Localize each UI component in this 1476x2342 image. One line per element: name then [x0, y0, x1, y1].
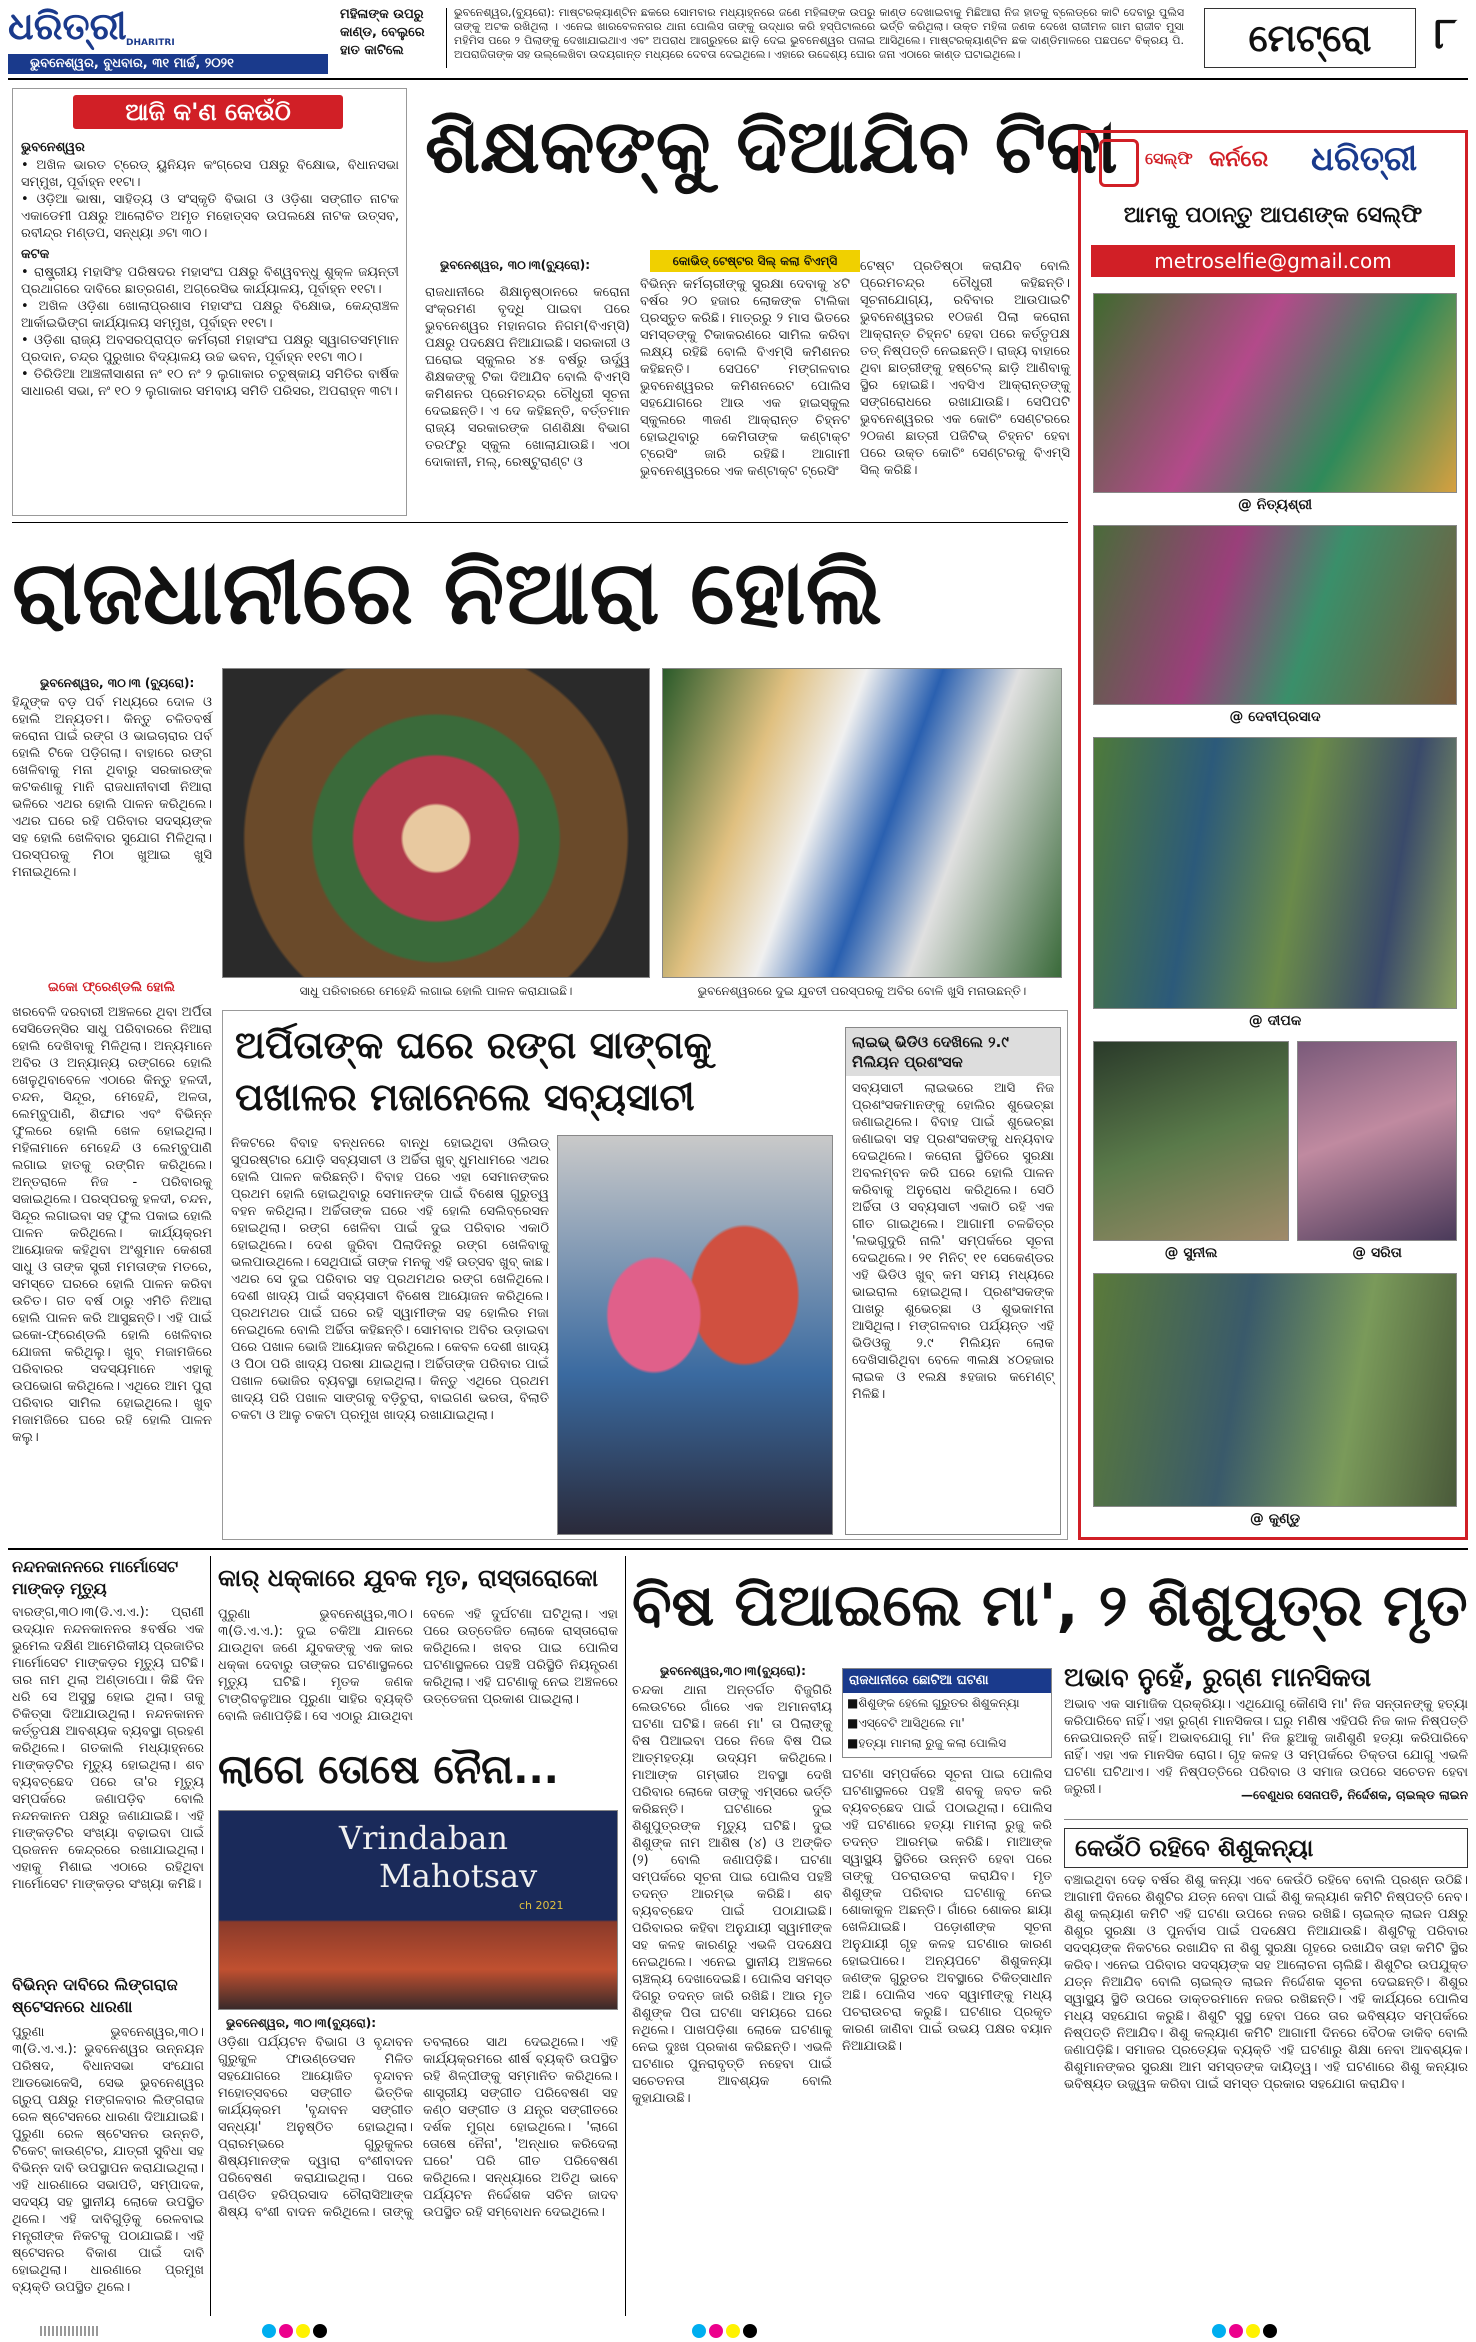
events-city-2: କଟକ	[21, 247, 50, 262]
teacher-headline[interactable]: ଶିକ୍ଷକଙ୍କୁ ଦିଆଯିବ ଟିକା	[425, 104, 1118, 190]
poverty-box	[1064, 1660, 1468, 1820]
naina-photo	[218, 1810, 618, 2010]
events-title: ଆଜି କ'ଣ କେଉଁଠି	[73, 95, 343, 129]
nandankanan-headline[interactable]: ନନ୍ଦନକାନନରେ ମାର୍ମୋସେଟ ମାଙ୍କଡ଼ ମୃତ୍ୟୁ	[12, 1557, 179, 1598]
color-marks	[692, 2323, 760, 2342]
section-title: ମେଟ୍ରୋ	[1248, 16, 1372, 60]
poverty-body: ଅଭାବ ଏକ ସାମାଜିକ ପ୍ରକ୍ରିୟା। ଏଥିଯୋଗୁ କୌଣସି ମା' ନିଜ ସନ୍ତାନଙ୍କୁ ହତ୍ୟା କରିପାରିବେ ନାହିଁ। ଏହା ରୁଗ୍ଣ ମାନସିକତା। ଘରୁ ମଣିଷ ଏହିପରି ନିଜ କାଳ ନିଷ୍ପତ୍ତି ନେଇପାରନ୍ତି ନାହିଁ। ଅଭାବଯୋଗୁ ମା' ନିଜ ଛୁଆକୁ ଜାଣିଶୁଣି ହତ୍ୟା କରିପାରିବେ ନାହିଁ। ଏହା ଏକ ମାନସିକ ରୋଗ। ଗୃହ କଳହ ଓ ସମ୍ପର୍କରେ ତିକ୍ତତା ଯୋଗୁ ଏଭଳି ଘଟଣା ଘଟିଥାଏ। ଏହି ନିଷ୍ପତ୍ତିରେ ପରିବାର ଓ ସମାଜ ଉପରେ ସଚେତନ ହେବା ଜରୁରୀ।	[1064, 1697, 1468, 1797]
selfie-photo-2	[1093, 525, 1457, 705]
selfie-corner	[1078, 130, 1468, 1540]
selfie-caption: @ ସରିତା	[1352, 1245, 1402, 1261]
section-box	[1204, 8, 1416, 68]
selfie-photo-5	[1297, 1041, 1457, 1241]
naina-headline[interactable]: ଲାଗେ ତୋଷେ ନୈନା...	[218, 1747, 559, 1793]
event-item: • ଓଡ଼ିଆ ଭାଷା, ସାହିତ୍ୟ ଓ ସଂସ୍କୃତି ବିଭାଗ ଓ ଓଡ଼ିଶା ସଙ୍ଗୀତ ନାଟକ ଏକାଡେମୀ ପକ୍ଷରୁ ଆଲୋଚିତ ଅମୃତ ମହୋତ୍ସବ ଉପଲକ୍ଷେ ନାଟକ ଉତ୍ସବ, ରବୀନ୍ଦ୍ର ମଣ୍ଡପ, ସନ୍ଧ୍ୟା ୬ଟା ୩୦।	[21, 192, 399, 241]
teacher-col-1: ରାଜଧାନୀରେ ଶିକ୍ଷାନୁଷ୍ଠାନରେ କରୋନା ସଂକ୍ରମଣ ବୃଦ୍ଧି ପାଇବା ପରେ ଭୁବନେଶ୍ୱର ମହାନଗର ନିଗମ(ବିଏମ୍‌ସି) ପକ୍ଷରୁ ପଦକ୍ଷେପ ନିଆଯାଇଛି। ସରକାରୀ ଓ ଘରୋଇ ସ୍କୁଲର ୪୫ ବର୍ଷରୁ ଊର୍ଦ୍ଧ୍ୱ ଶିକ୍ଷକଙ୍କୁ ଟିକା ଦିଆଯିବ ବୋଲି ବିଏମ୍‌ସି କମିଶନର ପ୍ରେମଚନ୍ଦ୍ର ଚୌଧୁରୀ ସୂଚନା ଦେଇଛନ୍ତି। ଏ ଦେ କହିଛନ୍ତି, ବର୍ତ୍ତମାନ ରାଜ୍ୟ ସରକାରଙ୍କ ଗଣଶିକ୍ଷା ବିଭାଗ ତରଫରୁ ସ୍କୁଲ ଖୋଲାଯାଉଛି। ଏଠା ଦୋକାନୀ, ମଲ୍, ରେଷ୍ଟୁରାଣ୍ଟ ଓ	[425, 285, 630, 470]
teacher-col-3: ଟେଷ୍ଟ ପ୍ରତିଷ୍ଠା କରାଯିବ ବୋଲି ପ୍ରେମଚନ୍ଦ୍ର ଚୌଧୁରୀ କହିଛନ୍ତି। ସୂଚନାଯୋଗ୍ୟ, ରବିବାର ଆଉପାଇଟି ଭୁବନେଶ୍ୱରର ୧୦ଜଣ ପିଲା କରୋନା ଆକ୍ରାନ୍ତ ଚିହ୍ନଟ ହେବା ପରେ କର୍ତ୍ତୃପକ୍ଷ ତତ୍ ନିଷ୍ପତ୍ତି ନେଇଛନ୍ତି। ରାଜ୍ୟ ବାହାରେ ଥିବା ଛାତ୍ରୀଙ୍କୁ ହଷ୍ଟେଲ୍ ଛାଡ଼ି ଆଣିବାକୁ ସ୍ଥିର ହୋଇଛି। ଏବସିଏ ଆକ୍ରାନ୍ତଙ୍କୁ ସଙ୍ଗରୋଧରେ ରଖାଯାଉଛି। ସେପିପଟି ଭୁବନେଶ୍ୱରର ଏକ କୋଚିଂ ସେଣ୍ଟରରେ ୨୦ଜଣ ଛାତ୍ରୀ ପଜିଟିଭ୍ ଚିହ୍ନଟ ହେବା ପରେ ଉକ୍ତ କୋଚିଂ ସେଣ୍ଟରକୁ ବିଏମ୍‌ସି ସିଲ୍ କରିଛି।	[860, 259, 1070, 478]
registration-bar	[40, 2326, 100, 2336]
masthead	[8, 4, 1468, 76]
selfie-big: ଧରିତ୍ରୀ	[1311, 139, 1418, 179]
teaser-divider	[446, 8, 447, 68]
col-divider	[210, 1556, 211, 2316]
poison-box-title: ରାଜଧାନୀରେ ଛୋଟିଆ ଘଟଣା	[843, 1669, 1051, 1693]
poison-headline[interactable]: ବିଷ ପିଆଇଲେ ମା', ୨ ଶିଶୁପୁତ୍ର ମୃତ	[632, 1571, 1468, 1639]
selfie-photo-6	[1093, 1273, 1457, 1507]
logo-text: ଧରିତ୍ରୀ	[8, 3, 127, 48]
events-list	[21, 139, 399, 400]
selfie-caption: @ ନିତ୍ୟଶ୍ରୀ	[1237, 497, 1313, 513]
selfie-tagline: ଆମକୁ ପଠାନ୍ତୁ ଆପଣଙ୍କ ସେଲ୍ଫି	[1123, 203, 1423, 228]
selfie-photo-1	[1093, 293, 1457, 493]
phone-icon	[1099, 139, 1139, 187]
live-box	[845, 1027, 1061, 1535]
teaser-body: ଭୁବନେଶ୍ୱର,(ବ୍ୟୁରୋ): ମାଷ୍ଟରକ୍ୟାଣ୍ଟିନ ଛକରେ ସୋମବାର ମଧ୍ୟାହ୍ନରେ ଜଣେ ମହିଳାଙ୍କ ଉପରୁ କାଣ୍ଡ ଦେଖାଇବାକୁ ମିଛିଆରା ନିଜ ହାତକୁ ବ୍ଲେଡ୍‌ରେ କାଟି ଦେବାରୁ ପୁଲିସ ତାଙ୍କୁ ଅଟକ ରଖିଥିଲା । ଏନେଇ ଖାରବେଳନଗର ଥାନା ପୋଲିସ ତାଙ୍କୁ ଉଦ୍ଧାର କରି ହସ୍ପିଟାଲରେ ଭର୍ତ୍ତି କରିଥିଲା। ଉକ୍ତ ମହିଳା ଜଣକ ଦେଖେ ରାଜୀମଳ ଗାମ ରାଜୀବ ମୁସା ମହିମିସ ପରେ ୨ ପିଲାଙ୍କୁ ଦେଖାଯାଇଥାଏ ଏବଂ ଅପରାଧ ଆଗ୍ରୁହରେ ଛାଡ଼ି ଦେଇ ଭୁବନେଶ୍ୱର ପଳାଇ ଆସିଥିଲେ। ମାଷ୍ଟରକ୍ୟାଣ୍ଟିନ ଛକ ଦାଣ୍ଡିମାଳରେ ପଛପଟେ ବିକ୍ରୟ ପି. ଅପରାଜିତାଙ୍କ ସହ ଉଲ୍ଲେଖିବା ଉଦୟଗାନ୍ତ ମଧ୍ୟରେ ଦେବତା ଦେଇଥିଲେ। ଏହାରେ ଉଦ୍ଦେଶ୍ୟ ଘୋର ଜନା ଏଠାରେ କାଣ୍ଡ ଘଟାଇଥିଲେ।	[454, 6, 1184, 61]
live-box-title: ଲାଇଭ୍ ଭିଡିଓ ଦେଖିଲେ ୨.୯ ମିଲିୟନ ପ୍ରଶଂସକ	[846, 1028, 1060, 1076]
selfie-caption: @ ଦେବୀପ୍ରସାଦ	[1229, 709, 1321, 725]
banner-line-1: Vrindaban	[339, 1819, 508, 1857]
holi-dateline: ଭୁବନେଶ୍ୱର, ୩୦।୩ (ବ୍ୟୁରୋ):	[40, 676, 195, 690]
arpita-box	[222, 1010, 1068, 1540]
live-box-body: ସବ୍ୟସାଚୀ ଲାଇଭରେ ଆସି ନିଜ ପ୍ରଶଂସକମାନଙ୍କୁ ହୋଲିର ଶୁଭେଚ୍ଛା ଜଣାଇଥିଲେ। ବିବାହ ପାଇଁ ଶୁଭେଚ୍ଛା ଜଣାଇବା ସହ ପ୍ରଶଂସକଙ୍କୁ ଧନ୍ୟବାଦ ଦେଇଥିଲେ। କରୋନା ସ୍ଥିତିରେ ସୁରକ୍ଷା ଅବଲମ୍ବନ କରି ଘରେ ହୋଲି ପାଳନ କରିବାକୁ ଅନୁରୋଧ କରିଥିଲେ। ସେଠି ଅର୍ଚ୍ଚିତା ଓ ସବ୍ୟସାଚୀ ଏକାଠି ରହି ଏକ ଗୀତ ଗାଇଥିଲେ। ଆଗାମୀ ଚଳଚ୍ଚିତ୍ର 'ଲଭଗୁଦୁରି ନାଲି' ସମ୍ପର୍କରେ ସୂଚନା ଦେଇଥିଲେ। ୨୧ ମିନିଟ୍ ୧୧ ସେକେଣ୍ଡର ଏହି ଭିଡିଓ ଖୁବ୍ କମ ସମୟ ମଧ୍ୟରେ ଭାଇରାଲ ହୋଇଥିଲା। ପ୍ରଶଂସକଙ୍କ ପାଖରୁ ଶୁଭେଚ୍ଛା ଓ ଶୁଭକାମନା ଆସିଥିଲା। ମଙ୍ଗଳବାର ପର୍ଯ୍ୟନ୍ତ ଏହି ଭିଡିଓକୁ ୨.୯ ମିଲିୟନ ଲୋକ ଦେଖିସାରିଥିବା ବେଳେ ୩ଲକ୍ଷ ୪୦ହଜାର ଲାଇକ ଓ ୧ଲକ୍ଷ ୫ହଜାର କମେଣ୍ଟ୍ ମିଳିଛି।	[852, 1081, 1054, 1402]
naina-dateline: ଭୁବନେଶ୍ୱର, ୩୦।୩(ବ୍ୟୁରୋ):	[226, 2016, 377, 2030]
selfie-mid: କର୍ନରେ	[1209, 147, 1269, 172]
color-marks	[262, 2323, 330, 2342]
selfie-caption: @ ସୁନୀଲ	[1164, 1245, 1218, 1261]
accident-headline[interactable]: କାର୍ ଧକ୍କାରେ ଯୁବକ ମୃତ, ରାସ୍ତାରୋକୋ	[218, 1564, 599, 1592]
holi-caption-1: ସାଧୁ ପରିବାରରେ ମେହେନ୍ଦି ଲଗାଇ ହୋଲି ପାଳନ କରାଯାଇଛି।	[299, 984, 573, 998]
poison-dateline: ଭୁବନେଶ୍ୱର,୩୦।୩(ବ୍ୟୁରୋ):	[660, 1664, 806, 1678]
poison-box-item: ■ଶିଶୁଙ୍କ ହେଲେ ଗୁରୁତର ଶିଶୁକନ୍ୟା	[847, 1696, 1020, 1710]
accident-body: ପୁରୁଣା ଭୁବନେଶ୍ୱର,୩୦।୩(ଡି.ଏ.ଏ.): ଦୁଇ ଚକିଆ ଯାନରେ ଯାଉଥିବା ଜଣେ ଯୁବକଙ୍କୁ ଏକ କାର ଧକ୍କା ଦେବାରୁ ତାଙ୍କର ଘଟଣାସ୍ଥଳରେ ମୃତ୍ୟୁ ଘଟିଛି। ମୃତକ ଜଣକ ଟାଙ୍ଗିବଳୁଆର ପୂରୁଣା ସାହିର ବ୍ୟକ୍ତି ବୋଲି ଜଣାପଡ଼ିଛି। ସେ ଏଠାରୁ ଯାଉଥିବା ବେଳେ ଏହି ଦୁର୍ଘଟଣା ଘଟିଥିଲା। ଏହା ପରେ ଉତ୍ତେଜିତ ଲୋକେ ରାସ୍ତାରୋକ କରିଥିଲେ। ଖବର ପାଇ ପୋଲିସ ଘଟଣାସ୍ଥଳରେ ପହଞ୍ଚି ପରିସ୍ଥିତି ନିୟନ୍ତ୍ରଣ କରିଥିଲା। ଏହି ଘଟଣାକୁ ନେଇ ଅଞ୍ଚଳରେ ଉତ୍ତେଜନା ପ୍ରକାଶ ପାଇଥିଲା।	[218, 1607, 618, 1724]
poison-body: ଚନ୍ଦକା ଥାନା ଅନ୍ତର୍ଗତ ବିଜୁଗିରି ଲେଉଟରେ ଗାଁରେ ଏକ ଅମାନବୀୟ ଘଟଣା ଘଟିଛି। ଜଣେ ମା' ତା ପିଲାଙ୍କୁ ବିଷ ପିଆଇବା ପରେ ନିଜେ ବିଷ ପିଇ ଆତ୍ମହତ୍ୟା ଉଦ୍ୟମ କରିଥିଲେ। ମାଆଙ୍କ ଗମ୍ଭୀର ଅବସ୍ଥା ଦେଖି ପରିବାର ଲୋକେ ତାଙ୍କୁ ଏମ୍ସରେ ଭର୍ତ୍ତି କରିଛନ୍ତି। ଘଟଣାରେ ଦୁଇ ଶିଶୁପୁତ୍ରଙ୍କ ମୃତ୍ୟୁ ଘଟିଛି। ଦୁଇ ଶିଶୁଙ୍କ ନାମ ଆଶିଷ (୪) ଓ ଅଙ୍କିତ (୨) ବୋଲି ଜଣାପଡ଼ିଛି। ଘଟଣା ସମ୍ପର୍କରେ ସୂଚନା ପାଇ ପୋଲିସ ପହଞ୍ଚି ତଦନ୍ତ ଆରମ୍ଭ କରିଛି। ଶବ ବ୍ୟବଚ୍ଛେଦ ପାଇଁ ପଠାଯାଇଛି। ପରିବାରର କହିବା ଅନୁଯାୟୀ ସ୍ୱାମୀଙ୍କ ସହ କଳହ କାରଣରୁ ଏଭଳି ପଦକ୍ଷେପ ନେଇଥିଲେ। ଏନେଇ ସ୍ଥାନୀୟ ଅଞ୍ଚଳରେ ଚାଞ୍ଚଲ୍ୟ ଦେଖାଦେଇଛି। ପୋଲିସ ସମସ୍ତ ଦିଗରୁ ତଦନ୍ତ ଜାରି ରଖିଛି। ଆଉ ମୃତ ଶିଶୁଙ୍କ ପିତା ଘଟଣା ସମୟରେ ଘରେ ନଥିଲେ। ପାଖପଡ଼ିଶା ଲୋକେ ଘଟଣାକୁ ନେଇ ଦୁଃଖ ପ୍ରକାଶ କରିଛନ୍ତି। ଏଭଳି ଘଟଣାର ପୁନରାବୃତ୍ତି ନହେବା ପାଇଁ ସଚେତନତା ଆବଶ୍ୟକ ବୋଲି କୁହାଯାଉଛି।	[632, 1683, 832, 2106]
selfie-caption: @ କୁଣ୍ଡୁ	[1249, 1511, 1301, 1527]
arpita-headline-1[interactable]: ଅର୍ପିତାଙ୍କ ଘରେ ରଙ୍ଗ ସାଙ୍ଗକୁ	[235, 1023, 712, 1067]
event-item: • ତିରିଡିଆ ଆଞ୍ଚଳୀସାଶନା ନଂ ୧୦ ନଂ ୨ ଲୁଗାକାର ଚତୁଷ୍କାୟ ସମିତିର ବାର୍ଷିକ ସାଧାରଣ ସଭା, ନଂ ୧୦ ୨ ଲୁଗାକାର ସମବାୟ ସମିତି ପରିସର, ଅପରାହ୍ନ ୩ଟା।	[21, 367, 399, 399]
selfie-email[interactable]: metroselfie@gmail.com	[1091, 245, 1455, 277]
teacher-col-2: ବିଭିନ୍ନ କର୍ମଚାରୀଙ୍କୁ ସୁରକ୍ଷା ଦେବାକୁ ୪ଟି ବର୍ଷର ୨୦ ହଜାର ଲୋକଙ୍କ ଟାଲିକା ପ୍ରସ୍ତୁତ କରିଛି। ମାତ୍ରରୁ ୨ ମାସ ଭିତରେ ସମସ୍ତଙ୍କୁ ଟିକାକରଣରେ ସାମିଲ କରିବା ଲକ୍ଷ୍ୟ ରହିଛି ବୋଲି ବିଏମ୍‌ସି କମିଶନର କହିଛନ୍ତି। ସେପଟେ ମଙ୍ଗଳବାର ଭୁବନେଶ୍ୱରର କମିଶନରେଟ ପୋଲିସ ସହଯୋଗରେ ଆଉ ଏକ ହାଇସ୍କୁଲ ସ୍କୁଲରେ ୩ଜଣ ଆକ୍ରାନ୍ତ ଚିହ୍ନଟ ହୋଇଥିବାରୁ କେମିତାଙ୍କ କଣ୍ଟାକ୍ଟ ଟ୍ରେସିଂ ଜାରି ରହିଛି। ଆଗାମୀ ଭୁବନେଶ୍ୱରରେ ଏକ କଣ୍ଟାକ୍ଟ ଟ୍ରେସିଂ	[640, 277, 850, 479]
teacher-subhead: କୋଭିଡ୍ ଟେଷ୍ଟର ସିଲ୍ କଲା ବିଏମ୍‌ସି	[650, 250, 860, 272]
masthead-rule	[8, 78, 1468, 80]
holi-caption-2: ଭୁବନେଶ୍ୱରରେ ଦୁଇ ଯୁବତୀ ପରସ୍ପରକୁ ଅବିର ବୋଳି ଖୁସି ମନାଉଛନ୍ତି।	[697, 984, 1027, 998]
poverty-headline[interactable]: ଅଭାବ ନୁହେଁ, ରୁଗ୍ଣ ମାନସିକତା	[1064, 1663, 1372, 1693]
poison-body-2: ଘଟଣା ସମ୍ପର୍କରେ ସୂଚନା ପାଇ ପୋଲିସ ଘଟଣାସ୍ଥଳରେ ପହଞ୍ଚି ଶବକୁ ଜବତ କରି ବ୍ୟବଚ୍ଛେଦ ପାଇଁ ପଠାଇଥିଲା। ପୋଲିସ ଏହି ଘଟଣାରେ ହତ୍ୟା ମାମଲା ରୁଜୁ କରି ତଦନ୍ତ ଆରମ୍ଭ କରିଛି। ମାଆଙ୍କ ସ୍ୱାସ୍ଥ୍ୟ ସ୍ଥିତିରେ ଉନ୍ନତି ହେବା ପରେ ତାଙ୍କୁ ପଚରାଉଚରା କରାଯିବ। ମୃତ ଶିଶୁଙ୍କ ପରିବାର ଘଟଣାକୁ ନେଇ ଶୋକାକୁଳ ଅଛନ୍ତି। ଗାଁରେ ଶୋକର ଛାୟା ଖେଳିଯାଇଛି। ପଡ଼ୋଶୀଙ୍କ ସୂଚନା ଅନୁଯାୟୀ ଗୃହ କଳହ ଘଟଣାର କାରଣ ହୋଇପାରେ। ଅନ୍ୟପଟେ ଶିଶୁକନ୍ୟା ଜଣଙ୍କ ଗୁରୁତର ଅବସ୍ଥାରେ ଚିକିତ୍ସାଧୀନ ଅଛି। ପୋଲିସ ଏବେ ସ୍ୱାମୀଙ୍କୁ ମଧ୍ୟ ପଚରାଉଚରା କରୁଛି। ଘଟଣାର ପ୍ରକୃତ କାରଣ ଜାଣିବା ପାଇଁ ଉଭୟ ପକ୍ଷର ବୟାନ ନିଆଯାଉଛି।	[842, 1767, 1052, 2054]
col-divider	[625, 1556, 626, 2316]
holi-rule	[12, 522, 1068, 523]
poverty-byline: —ବେଣୁଧର ସେନାପତି, ନିର୍ଦ୍ଦେଶକ, ଚାଇଲ୍ଡ ଲାଇନ	[1241, 1788, 1468, 1802]
page-number: ୮	[1434, 8, 1457, 59]
holi-body-2: ଖରବେଳି ଦରବାରୀ ଅଞ୍ଚଳରେ ଥିବା ଅର୍ପିତା ସେସିଡେନ୍ସିର ସାଧୁ ପରିବାରରେ ନିଆରା ହୋଲି ଦେଖିବାକୁ ମିଳିଥିଲା। ଅନ୍ୟମାନେ ଅବିର ଓ ଅନ୍ୟାନ୍ୟ ରଙ୍ଗରେ ହୋଲି ଖେଳୁଥିବାବେଳେ ଏଠାରେ କିନ୍ତୁ ହଳଦୀ, ଚନ୍ଦନ, ସିନ୍ଦୂର, ମେହେନ୍ଦି, ଅଳତା, ଲେମ୍ବୁପାଣି, ଶିଙ୍ଘାର ଏବଂ ବିଭିନ୍ନ ଫୁଲରେ ହୋଲି ଖେଳ ହୋଇଥିଲା। ମହିଳାମାନେ ମେହେନ୍ଦି ଓ ଲେମ୍ବୁପାଣି ଲଗାଇ ହାତକୁ ରଙ୍ଗିନ କରିଥିଲେ। ଅନ୍ତରାଳେ ନିଜ - ପରିବାରକୁ ସଜାଇଥିଲେ। ପରସ୍ପରକୁ ହଳଦୀ, ଚନ୍ଦନ, ସିନ୍ଦୂର ଲଗାଇବା ସହ ଫୁଲ ପକାଇ ହୋଲି ପାଳନ କରିଥିଲେ। କାର୍ଯ୍ୟକ୍ରମ ଆୟୋଜକ କହିଥିବା ଅଂଶୁମାନ କେଶରୀ ସାଧୁ ଓ ତାଙ୍କ ସ୍ତ୍ରୀ ମମତାଙ୍କ ମତରେ, ସମସ୍ତେ ଘରରେ ହୋଲି ପାଳନ କରିବା ଉଚିତ। ଗତ ବର୍ଷ ଠାରୁ ଏମିତି ନିଆରା ହୋଲି ପାଳନ କରି ଆସୁଛନ୍ତି। ଏହି ପାଇଁ ଇକୋ-ଫ୍ରେଣ୍ଡଲି ହୋଲି ଖେଳିବାର ଯୋଜନା କରିଥିଲୁ। ଖୁବ୍ ମଜାମଜିରେ ପରିବାରର ସଦସ୍ୟମାନେ ଏହାକୁ ଉପଭୋଗ କରିଥିଲେ। ଏଥିରେ ଆମ ପୁରା ପରିବାର ସାମିଲ ହୋଇଥିଲେ। ଖୁବ ମଜାମଜିରେ ଘରେ ରହି ହୋଲି ପାଳନ କଲୁ।	[12, 1005, 212, 1445]
event-item: • ରାଷ୍ଟ୍ରୀୟ ମହାସିଂହ ପରିଷଦର ମହାସଂଘ ପକ୍ଷରୁ ବିଶ୍ୱବନ୍ଧୁ ଶୁକ୍ଳ ଜୟନ୍ତୀ ପ୍ରଥାଗରେ ଦାବିରେ ଛାତ୍ରଗଣ, ଅଗ୍ରେସିଭ କାର୍ଯ୍ୟାଳୟ, ପୂର୍ବାହ୍ନ ୧୧ଟା।	[21, 265, 399, 297]
bottom-rule	[8, 1548, 1468, 1550]
event-item: • ଅଖିଳ ଓଡ଼ିଶା ଖୋଲାପ୍ରଶାସ ମହାସଂଘ ପକ୍ଷରୁ ବିକ୍ଷୋଭ, କେନ୍ଦ୍ରାଞ୍ଚଳ ଆର୍କାଇଭିଙ୍ଗ କାର୍ଯ୍ୟାଳୟ ସମ୍ମୁଖ, ପୂର୍ବାହ୍ନ ୧୧ଟା।	[21, 299, 399, 331]
color-marks	[1212, 2323, 1280, 2342]
events-city-1: ଭୁବନେଶ୍ୱର	[21, 140, 85, 155]
holi-body-1: ହିନ୍ଦୁଙ୍କ ବଡ଼ ପର୍ବ ମଧ୍ୟରେ ଦୋଳ ଓ ହୋଲି ଅନ୍ୟତମ। କିନ୍ତୁ ଚଳିତବର୍ଷ କରୋନା ପାଇଁ ରଙ୍ଗ ଓ ଭାଇଚାରାର ପର୍ବ ହୋଲି ଟିକେ ପଡ଼ିଗଲା। ବାହାରେ ରଙ୍ଗ ଖେଳିବାକୁ ମନା ଥିବାରୁ ସରକାରଙ୍କ କଟକଣାକୁ ମାନି ରାଜଧାନୀବାସୀ ନିଆରା ଭଳିରେ ଏଥର ହୋଲି ପାଳନ କରିଥିଲେ। ଏଥର ଘରେ ରହି ପରିବାର ସଦସ୍ୟଙ୍କ ସହ ହୋଲି ଖେଳିବାର ସୁଯୋଗ ମିଳିଥିଲା। ପରସ୍ପରକୁ ମିଠା ଖୁଆଇ ଖୁସି ମନାଇଥିଲେ।	[12, 695, 212, 880]
selfie-caption: @ ଦୀପକ	[1248, 1013, 1302, 1029]
lingaraj-headline[interactable]: ବିଭିନ୍ନ ଦାବିରେ ଲିଙ୍ଗରାଜ ଷ୍ଟେସନରେ ଧାରଣା	[12, 1975, 178, 2016]
selfie-small: ସେଲ୍ଫି	[1145, 149, 1193, 168]
event-item: • ଓଡ଼ିଶା ରାଜ୍ୟ ଅବସରପ୍ରାପ୍ତ କର୍ମଚାରୀ ମହାସଂଘ ପକ୍ଷରୁ ସ୍ୱାଗତସମ୍ମାନ ପ୍ରଦାନ, ଚନ୍ଦ୍ର ପୁରୁଖାର ବିଦ୍ୟାଳୟ ଉଚ୍ଚ ଭବନ, ପୂର୍ବାହ୍ନ ୧୧ଟା ୩୦।	[21, 333, 399, 365]
girlchild-headline[interactable]: କେଉଁଠି ରହିବେ ଶିଶୁକନ୍ୟା	[1064, 1828, 1468, 1868]
holi-photo-girls	[662, 668, 1062, 978]
dharitri-logo[interactable]	[8, 4, 218, 52]
naina-body: ଓଡ଼ିଶା ପର୍ଯ୍ୟଟନ ବିଭାଗ ଓ ବୃନ୍ଦାବନ ଗୁରୁକୁଳ ଫାଉଣ୍ଡେସନ ମିଳିତ ସହଯୋଗରେ ଆୟୋଜିତ ବୃନ୍ଦାବନ ମହୋତ୍ସବରେ ସଙ୍ଗୀତ ଭିତ୍ତିକ କାର୍ଯ୍ୟକ୍ରମ 'ବୃନ୍ଦାବନ ସଙ୍ଗୀତ ସନ୍ଧ୍ୟା' ଅନୁଷ୍ଠିତ ହୋଇଥିଲା। ପ୍ରାରମ୍ଭରେ ଗୁରୁକୁଳର ଶିଷ୍ୟମାନଙ୍କ ଦ୍ୱାରା ବଂଶୀବାଦନ ପରିବେଷଣ କରାଯାଇଥିଲା। ପରେ ପଣ୍ଡିତ ହରିପ୍ରସାଦ ଚୌରାସିଆଙ୍କ ଶିଷ୍ୟ ବଂଶୀ ବାଦନ କରିଥିଲେ। ତାଙ୍କୁ ତବଲାରେ ସାଥ ଦେଇଥିଲେ। ଏହି କାର୍ଯ୍ୟକ୍ରମରେ ଶୀର୍ଷ ବ୍ୟକ୍ତି ଉପସ୍ଥିତ ରହି ଶିଳ୍ପୀଙ୍କୁ ସମ୍ମାନିତ କରିଥିଲେ। ଶାସ୍ତ୍ରୀୟ ସଙ୍ଗୀତ ପରିବେଷଣ ସହ କଣ୍ଠ ସଙ୍ଗୀତ ଓ ଯନ୍ତ୍ର ସଙ୍ଗୀତରେ ଦର୍ଶକ ମୁଗ୍ଧ ହୋଇଥିଲେ। 'ଲାଗେ ତୋଷେ ନୈନା', 'ଅନ୍ଧାର କରିଦେଲା ଘରେ' ପରି ଗୀତ ପରିବେଷଣ କରିଥିଲେ। ସନ୍ଧ୍ୟାରେ ଅତିଥି ଭାବେ ପର୍ଯ୍ୟଟନ ନିର୍ଦ୍ଦେଶକ ସଚିନ ଜାଦବ ଉପସ୍ଥିତ ରହି ସମ୍ବୋଧନ ଦେଇଥିଲେ।	[218, 2035, 618, 2220]
holi-photo-family	[222, 668, 650, 978]
holi-subhead: ଇକୋ ଫ୍ରେଣ୍ଡଲି ହୋଲି	[48, 980, 175, 995]
teacher-dateline: ଭୁବନେଶ୍ୱର, ୩୦।୩(ବ୍ୟୁରୋ):	[440, 258, 591, 272]
events-box	[12, 88, 407, 516]
girlchild-box	[1064, 1828, 1468, 2318]
selfie-photo-4	[1093, 1041, 1289, 1241]
lingaraj-body: ପୁରୁଣା ଭୁବନେଶ୍ୱର,୩୦।୩(ଡି.ଏ.ଏ.): ଭୁବନେଶ୍ୱର ଉନ୍ନୟନ ପରିଷଦ, ବିଧାନସଭା ସଂଯୋଗ ଆଡଭୋକେସି, ସେଭ ଭୁବନେଶ୍ୱର ଗ୍ରୁପ୍ ପକ୍ଷରୁ ମଙ୍ଗଳବାର ଲିଙ୍ଗରାଜ ରେଳ ଷ୍ଟେସନରେ ଧାରଣା ଦିଆଯାଇଛି। ପୁରୁଣା ରେଳ ଷ୍ଟେସନର ଉନ୍ନତି, ଟିକେଟ୍ କାଉଣ୍ଟର, ଯାତ୍ରୀ ସୁବିଧା ସହ ବିଭିନ୍ନ ଦାବି ଉପସ୍ଥାପନ କରାଯାଇଥିଲା। ଏହି ଧାରଣାରେ ସଭାପତି, ସମ୍ପାଦକ, ସଦସ୍ୟ ସହ ସ୍ଥାନୀୟ ଲୋକେ ଉପସ୍ଥିତ ଥିଲେ। ଏହି ଦାବିଗୁଡ଼ିକୁ ରେଳବାଇ ମନ୍ତ୍ରୀଙ୍କ ନିକଟକୁ ପଠାଯାଇଛି। ଏହି ଷ୍ଟେସନର ବିକାଶ ପାଇଁ ଦାବି ହୋଇଥିଲା। ଧାରଣାରେ ପ୍ରମୁଖ ବ୍ୟକ୍ତି ଉପସ୍ଥିତ ଥିଲେ।	[12, 2025, 205, 2295]
banner-date: ch 2021	[519, 1899, 564, 1912]
arpita-photo	[557, 1135, 833, 1535]
arpita-headline-2[interactable]: ପଖାଳର ମଜାନେଲେ ସବ୍ୟସାଚୀ	[235, 1075, 695, 1119]
girlchild-body: ବଞ୍ଚାଇଥିବା ଦେଢ଼ ବର୍ଷର ଶିଶୁ କନ୍ୟା ଏବେ କେଉଁଠି ରହିବେ ବୋଲି ପ୍ରଶ୍ନ ଉଠିଛି। ଆଗାମୀ ଦିନରେ ଶିଶୁଟିର ଯତ୍ନ ନେବା ପାଇଁ ଶିଶୁ କଲ୍ୟାଣ କମିଟି ନିଷ୍ପତ୍ତି ନେବ। ଶିଶୁ କଲ୍ୟାଣ କମିଟି ଏହି ଘଟଣା ଉପରେ ନଜର ରଖିଛି। ଚାଇଲ୍ଡ ଲାଇନ ପକ୍ଷରୁ ଶିଶୁର ସୁରକ୍ଷା ଓ ପୁନର୍ବାସ ପାଇଁ ପଦକ୍ଷେପ ନିଆଯାଉଛି। ଶିଶୁଟିକୁ ପରିବାର ସଦସ୍ୟଙ୍କ ନିକଟରେ ରଖାଯିବ ନା ଶିଶୁ ସୁରକ୍ଷା ଗୃହରେ ରଖାଯିବ ତାହା କମିଟି ସ୍ଥିର କରିବ। ଏନେଇ ପରିବାର ସଦସ୍ୟଙ୍କ ସହ ଆଲୋଚନା ଚାଲିଛି। ଶିଶୁଟିର ଉପଯୁକ୍ତ ଯତ୍ନ ନିଆଯିବ ବୋଲି ଚାଇଲ୍ଡ ଲାଇନ ନିର୍ଦ୍ଦେଶକ ସୂଚନା ଦେଇଛନ୍ତି। ଶିଶୁର ସ୍ୱାସ୍ଥ୍ୟ ସ୍ଥିତି ଉପରେ ଡାକ୍ତରମାନେ ନଜର ରଖିଛନ୍ତି। ଏହି କାର୍ଯ୍ୟରେ ପୋଲିସ ମଧ୍ୟ ସହଯୋଗ କରୁଛି। ଶିଶୁଟି ସୁସ୍ଥ ହେବା ପରେ ତାର ଭବିଷ୍ୟତ ସମ୍ପର୍କରେ ନିଷ୍ପତ୍ତି ନିଆଯିବ। ଶିଶୁ କଲ୍ୟାଣ କମିଟି ଆଗାମୀ ଦିନରେ ବୈଠକ ଡାକିବ ବୋଲି ଜଣାପଡ଼ିଛି। ସମାଜର ପ୍ରତ୍ୟେକ ବ୍ୟକ୍ତି ଏହି ଘଟଣାରୁ ଶିକ୍ଷା ନେବା ଆବଶ୍ୟକ। ଶିଶୁମାନଙ୍କର ସୁରକ୍ଷା ଆମ ସମସ୍ତଙ୍କ ଦାୟିତ୍ୱ। ଏହି ଘଟଣାରେ ଶିଶୁ କନ୍ୟାର ଭବିଷ୍ୟତ ଉଜ୍ଜ୍ୱଳ କରିବା ପାଇଁ ସମସ୍ତ ପ୍ରକାର ସହଯୋଗ କରାଯିବ।	[1064, 1873, 1468, 2092]
dateline-bar: ଭୁବନେଶ୍ୱର, ବୁଧବାର, ୩୧ ମାର୍ଚ୍ଚ, ୨୦୨୧	[8, 54, 328, 74]
poison-box-item: ■ଏସ୍ବେଟି ଆସିଥିଲେ ମା'	[847, 1716, 965, 1730]
poison-box-item: ■ହତ୍ୟା ମାମଲା ରୁଜୁ କଲା ପୋଲିସ	[847, 1736, 1007, 1750]
arpita-body: ନିକଟରେ ବିବାହ ବନ୍ଧନରେ ବାନ୍ଧି ହୋଇଥିବା ଓଲିଉଡ୍ ସୁପରଷ୍ଟାର ଯୋଡ଼ି ସବ୍ୟସାଚୀ ଓ ଅର୍ଚ୍ଚିତା ଖୁବ୍ ଧୁମଧାମରେ ଏଥର ହୋଲି ପାଳନ କରିଛନ୍ତି। ବିବାହ ପରେ ଏହା ସେମାନଙ୍କର ପ୍ରଥମ ହୋଲି ହୋଇଥିବାରୁ ସେମାନଙ୍କ ପାଇଁ ବିଶେଷ ଗୁରୁତ୍ୱ ବହନ କରିଥିଲା। ଅର୍ଚ୍ଚିତାଙ୍କ ଘରେ ଏହି ହୋଲି ସେଲିବ୍ରେସନ ହୋଇଥିଲା। ରଙ୍ଗ ଖେଳିବା ପାଇଁ ଦୁଇ ପରିବାର ଏକାଠି ହୋଇଥିଲେ। ଦେଶ ଜୁରିବା ପିଲାଦିନରୁ ରଙ୍ଗ ଖେଳିବାକୁ ଭଲପାଉଥିଲେ। ସେଥିପାଇଁ ତାଙ୍କ ମନକୁ ଏହି ଉତ୍ସବ ଖୁବ୍ କାଛ। ଏଥର ସେ ଦୁଇ ପରିବାର ସହ ପ୍ରଥମଥର ରଙ୍ଗ ଖେଳିଥିଲେ। ଦେଶୀ ଖାଦ୍ୟ ପାଇଁ ସବ୍ୟସାଚୀ ବିଶେଷ ଆୟୋଜନ କରିଥିଲେ। ପ୍ରଥମଥର ପାଇଁ ଘରେ ରହି ସ୍ୱାମୀଙ୍କ ସହ ହୋଲିର ମଜା ନେଇଥିଲେ ବୋଲି ଅର୍ଚ୍ଚିତା କହିଛନ୍ତି। ସୋମବାର ଅବିର ଉଡ଼ାଇବା ପରେ ପଖାଳ ଭୋଜି ଆୟୋଜନ କରିଥିଲେ। କେବଳ ଦେଶୀ ଖାଦ୍ୟ ଓ ପିଠା ପରି ଖାଦ୍ୟ ପରଷା ଯାଇଥିଲା। ଅର୍ଚ୍ଚିତାଙ୍କ ପରିବାର ପାଇଁ ପଖାଳ ଭୋଜିର ବ୍ୟବସ୍ଥା ହୋଇଥିଲା। କିନ୍ତୁ ଏଥିରେ ପ୍ରଥମ ଖାଦ୍ୟ ପରି ପଖାଳ ସାଙ୍ଗକୁ ବଡ଼ିଚୁରା, ବାଇଗଣ ଭରତା, ବିଲାତି ଚକଟା ଓ ଆଳୁ ଚକଟା ପ୍ରମୁଖ ଖାଦ୍ୟ ରଖାଯାଇଥିଲା।	[231, 1136, 549, 1423]
event-item: • ଅଖିଳ ଭାରତ ଟ୍ରେଡ୍ ୟୁନିୟନ କଂଗ୍ରେସ ପକ୍ଷରୁ ବିକ୍ଷୋଭ, ବିଧାନସଭା ସମ୍ମୁଖ, ପୂର୍ବାହ୍ନ ୧୧ଟା।	[21, 158, 399, 190]
selfie-brand	[1089, 139, 1459, 189]
holi-headline[interactable]: ରାଜଧାନୀରେ ନିଆରା ହୋଲି	[12, 541, 883, 644]
poison-box	[842, 1668, 1052, 1758]
banner-line-2: Mahotsav	[379, 1857, 538, 1895]
nandankanan-body: ବାରଙ୍ଗ,୩୦।୩(ଡି.ଏ.ଏ.): ପ୍ରାଣୀ ଉଦ୍ୟାନ ନନ୍ଦନକାନନର ୫ବର୍ଷର ଏକ ଭୁମେଲ ଦକ୍ଷିଣ ଆମେରିକୀୟ ପ୍ରଜାତିର ମାର୍ମୋସେଟ ମାଙ୍କଡ଼ର ମୃତ୍ୟୁ ଘଟିଛି। ତାର ନାମ ଥିଲା ଅଣ୍ଡାପୋ। କିଛି ଦିନ ଧରି ସେ ଅସୁସ୍ଥ ହୋଇ ଥିଲା। ତାକୁ ଚିକିତ୍ସା ଦିଆଯାଉଥିଲା। ନନ୍ଦନକାନନ କର୍ତ୍ତୃପକ୍ଷ ଆବଶ୍ୟକ ବ୍ୟବସ୍ଥା ଗ୍ରହଣ କରିଥିଲେ। ଗତକାଲି ମଧ୍ୟାହ୍ନରେ ମାଙ୍କଡ଼ଟିର ମୃତ୍ୟୁ ହୋଇଥିଲା। ଶବ ବ୍ୟବଚ୍ଛେଦ ପରେ ତା'ର ମୃତ୍ୟୁ ସମ୍ପର୍କରେ ଜଣାପଡ଼ିବ ବୋଲି ନନ୍ଦନକାନନ ପକ୍ଷରୁ ଜଣାଯାଇଛି। ଏହି ମାଙ୍କଡ଼ଟିର ସଂଖ୍ୟା ବଢ଼ାଇବା ପାଇଁ ପ୍ରଜନନ କେନ୍ଦ୍ରରେ ରଖାଯାଇଥିଲା। ଏହାକୁ ମିଶାଇ ଏଠାରେ ରହିଥିବା ମାର୍ମୋସେଟ ମାଙ୍କଡ଼ର ସଂଖ୍ୟା କମିଛି।	[12, 1605, 204, 1892]
teaser-headline[interactable]: ମହିଳାଙ୍କ ଉପରୁ କାଣ୍ଡ, ବେଲୁରେ ହାତ କାଟିଲେ	[340, 7, 425, 58]
selfie-photo-3	[1093, 737, 1457, 1009]
logo-sub: DHARITRI	[126, 38, 175, 48]
